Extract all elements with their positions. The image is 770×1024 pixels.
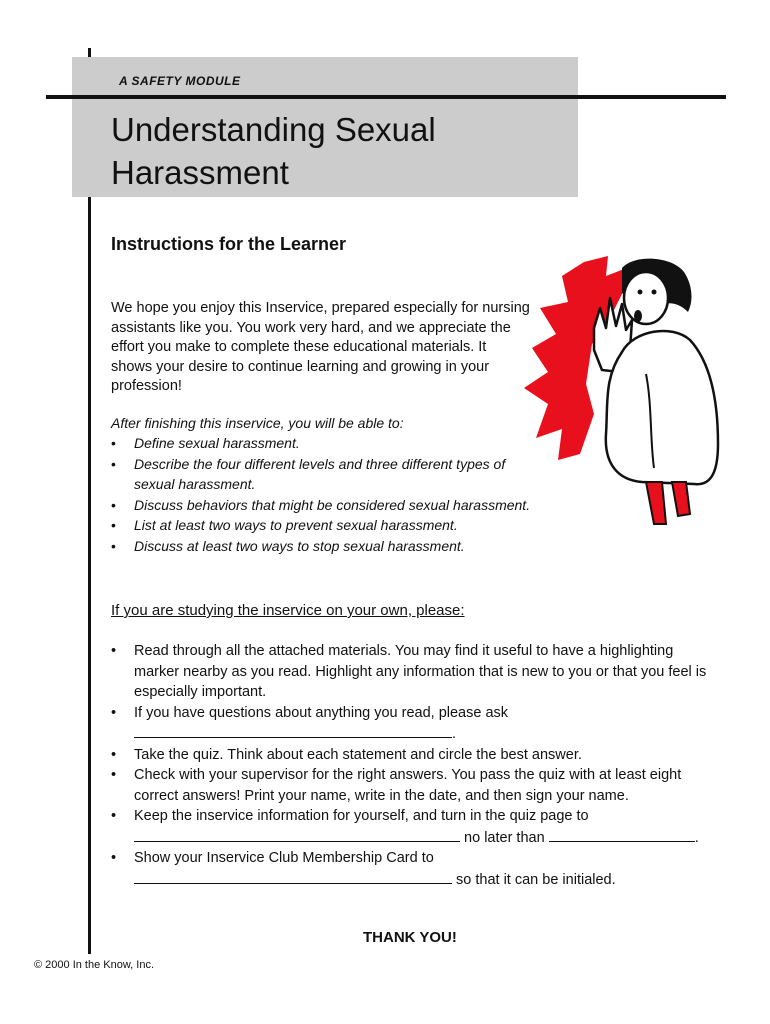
- contact-blank-line: [134, 723, 452, 738]
- step-2-period: .: [452, 726, 457, 742]
- thank-you: THANK YOU!: [363, 929, 457, 946]
- title-line-1: Understanding Sexual: [111, 111, 436, 148]
- step-5-text: Keep the inservice information for yourself, and turn in the quiz page to: [134, 808, 589, 824]
- objective-item: • List at least two ways to prevent sexual harassment.: [111, 515, 531, 536]
- objective-item: • Discuss at least two ways to stop sexual harassment.: [111, 536, 531, 557]
- intro-paragraph: We hope you enjoy this Inservice, prepared especially for nursing assistants like you. You work very hard, and we appreciate the effort you make to complete these educational materials. It shows your desire to continue learning and growing in your profession!: [111, 300, 530, 394]
- leg: [646, 482, 666, 524]
- no-later-than-text: no later than: [464, 829, 545, 846]
- study-step: [111, 806, 721, 848]
- step-2-text: If you have questions about anything you read, please ask: [134, 704, 509, 721]
- eye: [652, 290, 657, 295]
- copyright-notice: © 2000 In the Know, Inc.: [34, 959, 155, 971]
- objective-item: • Discuss behaviors that might be considered sexual harassment.: [111, 495, 531, 516]
- open-mouth: [634, 310, 642, 322]
- face: [624, 272, 668, 324]
- objectives-lead: After finishing this inservice, you will be able to:: [111, 415, 404, 431]
- study-step: [111, 703, 721, 745]
- step-6-suffix: so that it can be initialed.: [456, 871, 616, 888]
- body-dress: [606, 331, 718, 484]
- study-step: • Take the quiz. Think about each statement and circle the best answer.: [111, 745, 721, 766]
- step-6-text: Show your Inservice Club Membership Card to: [134, 850, 434, 866]
- objectives-list: [111, 433, 531, 556]
- leg: [672, 482, 690, 516]
- study-steps-list: [111, 641, 721, 890]
- study-step: [111, 848, 721, 890]
- card-initial-blank-line: [134, 869, 452, 884]
- study-step: • Read through all the attached materials. You may find it useful to have a highlighting marker nearby as you read. Highlight any information that is new to you or that you feel is especially important.: [111, 641, 721, 703]
- study-heading: If you are studying the inservice on your own, please:: [111, 602, 465, 619]
- step-5-period: .: [694, 829, 699, 846]
- header-rule: [46, 95, 726, 99]
- title-line-2: Harassment: [111, 154, 289, 191]
- eye: [638, 290, 643, 295]
- objective-item: • Define sexual harassment.: [111, 433, 531, 454]
- study-step: • Check with your supervisor for the right answers. You pass the quiz with at least eight correct answers! Print your name, write in the date, and then sign your name.: [111, 765, 721, 806]
- instructions-heading: Instructions for the Learner: [111, 234, 347, 254]
- module-label: A SAFETY MODULE: [119, 74, 241, 88]
- startled-woman-illustration: [522, 254, 732, 534]
- turn-in-to-blank-line: [134, 827, 460, 842]
- page-title: [111, 108, 436, 194]
- objective-item: • Describe the four different levels and three different types of sexual harassment.: [111, 454, 531, 495]
- due-date-blank-line: [549, 827, 695, 842]
